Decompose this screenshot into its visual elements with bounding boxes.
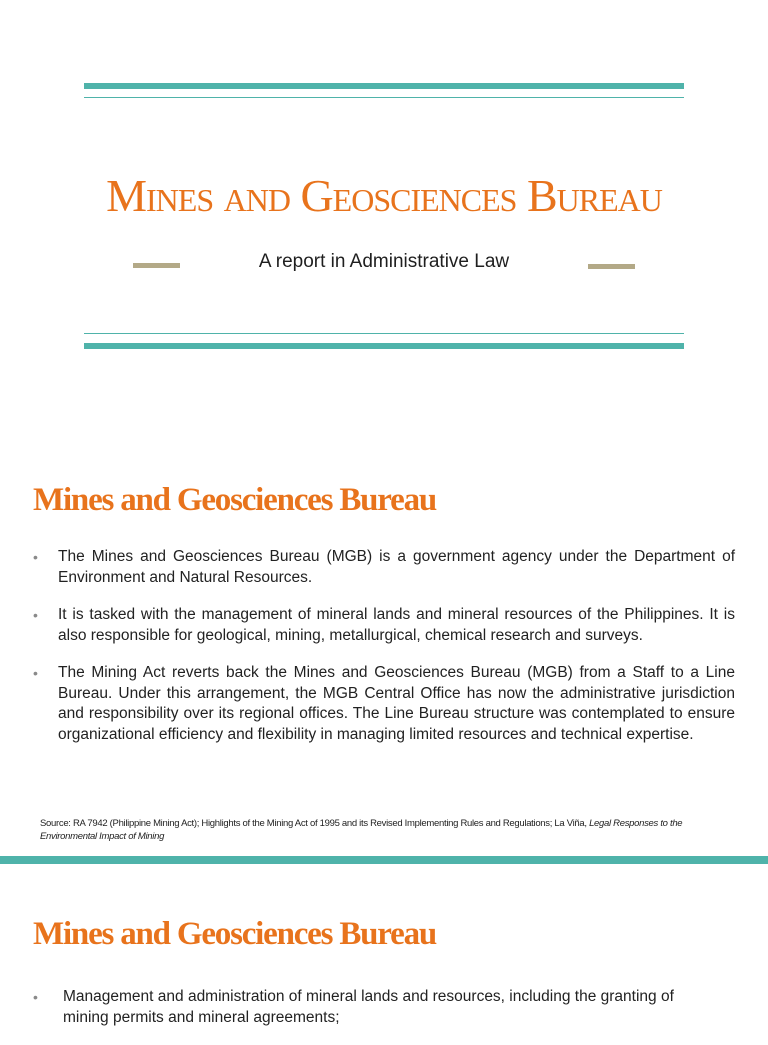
title-slide-heading: Mines and Geosciences Bureau [106, 170, 662, 221]
list-item [33, 605, 735, 646]
source-citation [40, 818, 740, 843]
bottom-thick-rule [84, 343, 684, 349]
list-item [33, 663, 735, 745]
source-citation-title: Legal Responses to the Environmental Impact of Mining [40, 818, 683, 842]
bullet-dot-icon: • [33, 989, 38, 1005]
right-dash-ornament [588, 264, 635, 269]
functions-slide [0, 864, 768, 1024]
overview-slide [0, 430, 768, 856]
title-slide-subtitle: A report in Administrative Law [258, 251, 510, 272]
slide-divider [0, 856, 768, 864]
title-slide [0, 0, 768, 430]
bullet-dot-icon: • [33, 607, 38, 623]
list-item [33, 547, 735, 588]
overview-bullet-list [33, 547, 735, 762]
bullet-dot-icon: • [33, 665, 38, 681]
list-item-text: It is tasked with the management of mineral lands and mineral resources of the Philippines. It is also responsible for geological, mining, metallurgical, chemical research and surveys. [58, 606, 735, 644]
source-citation-text: Source: RA 7942 (Philippine Mining Act); Highlights of the Mining Act of 1995 and its Revised Implementing Rules and Regulations; La Viña, [40, 818, 590, 829]
list-item-text: The Mines and Geosciences Bureau (MGB) is a government agency under the Department of Environment and Natural Resources. [58, 548, 735, 586]
list-item [33, 987, 723, 1028]
top-thin-rule [84, 97, 684, 98]
list-item-text: Management and administration of mineral lands and resources, including the granting of mining permits and mineral agreements; [63, 988, 674, 1026]
functions-slide-title: Mines and Geosciences Bureau [33, 916, 437, 952]
list-item-text: The Mining Act reverts back the Mines and Geosciences Bureau (MGB) from a Staff to a Line Bureau. Under this arrangement, the MGB Central Office has now the administrative jurisdiction and responsibility over its regional offices. The Line Bureau structure was contemplated to ensure organizational efficiency and flexibility in managing limited resources and technical expertise. [58, 664, 735, 743]
overview-slide-title: Mines and Geosciences Bureau [33, 482, 437, 518]
bullet-dot-icon: • [33, 549, 38, 565]
functions-bullet-list [33, 987, 723, 1045]
top-thick-rule [84, 83, 684, 89]
bottom-thin-rule [84, 333, 684, 334]
